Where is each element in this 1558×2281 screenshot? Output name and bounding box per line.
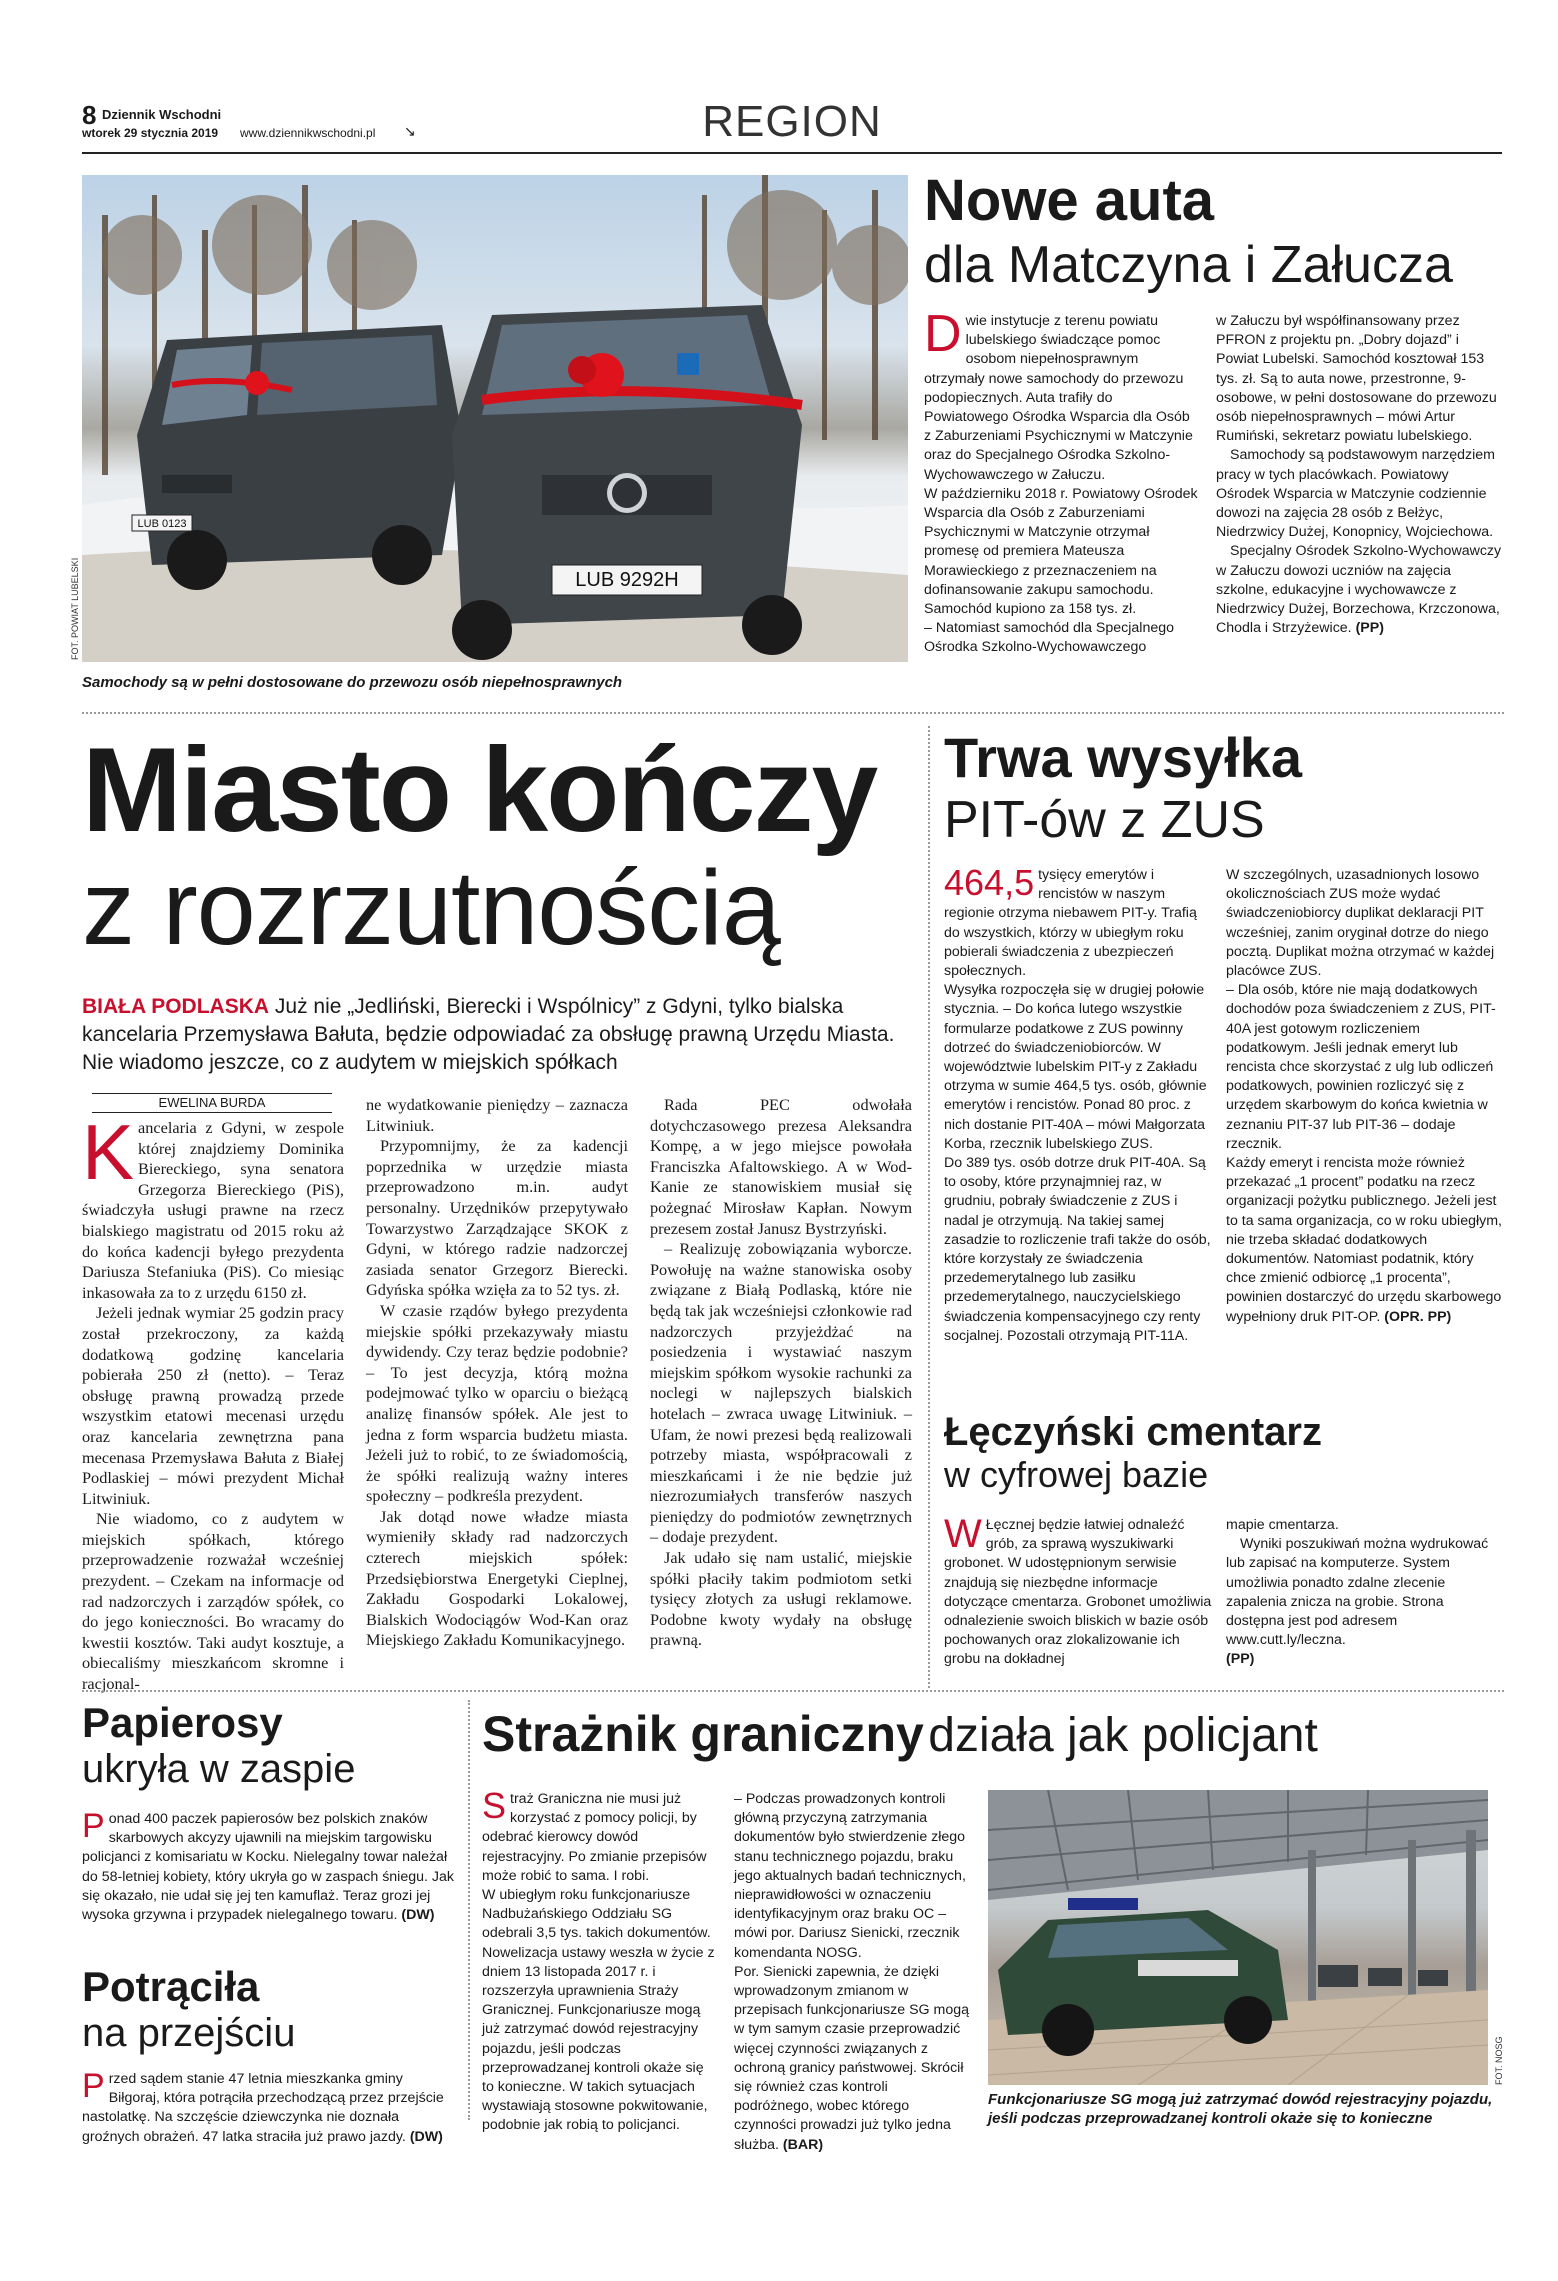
border-photo-credit: FOT. NOSG [1494, 2036, 1504, 2085]
pit-title-bold: Trwa wysyłka [944, 726, 1303, 789]
pit-col2-p1: W szczególnych, uzasadnionych losowo okolicznościach ZUS może wydać świadczeniobiorcy duplikat deklaracji PIT wcześniej, zanim oryginał dotrze do niego pocztą. Duplikat można otrzymać w każdej placówce ZUS. [1226, 867, 1495, 980]
hit-title [82, 1964, 462, 2056]
pit-col1-p3: Do 389 tys. osób dotrze druk PIT-40A. Są to osoby, które przynajmniej raz, w grudniu, pobrały świadczenie z ZUS i nadal je otrzymują. Na takiej samej zasadzie to rozliczenie trafi także do osób, które korzystały ze świadczenia przedemerytalnego lub zasiłku przedemerytalnego, nauczycielskiego świadczenia kompensacyjnego czy renty socjalnej. Pozostali otrzymają PIT-11A. [944, 1155, 1211, 1344]
main-col1-p2: Jeżeli jednak wymiar 25 godzin pracy został przekroczony, za każdą dodatkową godzinę kancelaria pobierała 250 zł (netto). – Teraz obsługę prawną prowadzą przede wszystkim etatowi mecenasi urzędu oraz kancelaria zewnętrzna pana mecenasa Przemysława Bałuta z Białej Podlaskiej – mówi prezydent Michał Litwiniuk. [82, 1303, 344, 1508]
cigs-text: onad 400 paczek papierosów bez polskich znaków skarbowych akcyzy ujawnili na miejskim targowisku policjanci z komisariatu w Kocku. Nielegalny towar należał do 58-letniej kobiety, który ukryła go w zaspach śniegu. Jak się okazało, nie udał się jej ten kamuflaż. Teraz grozi jej wysoka grzywna i przypadek nielegalnego towaru. [82, 1811, 454, 1924]
cemetery-column-2 [1226, 1516, 1504, 1670]
pit-signature: (OPR. PP) [1384, 1308, 1452, 1325]
cemetery-col1-first: Łęcznej będzie łatwiej odnaleźć grób, za sprawą wyszukiwarki grobonet. W udostępnionym serwisie znajdują się niezbędne informacje dotyczące cmentarza. Grobonet umożliwia odnalezienie swoich bliskich w bazie osób pochowanych oraz zlokalizowanie ich grobu na dokładnej [944, 1517, 1212, 1668]
border-title-light: działa jak policjant [928, 1709, 1318, 1762]
border-col2-p1: – Podczas prowadzonych kontroli główną przyczyną zatrzymania dokumentów było stwierdzenie złego stanu technicznego pojazdu, braku jego aktualnych badań technicznych, nieprawidłowości w oznaczeniu identyfikacyjnym oraz braku OC – mówi por. Dariusz Sienicki, rzecznik komendanta NOSG. [734, 1791, 966, 1961]
cars-dropcap: D [924, 305, 962, 363]
main-title [82, 723, 922, 967]
main-col1-p1: ancelaria z Gdyni, w zespole której znajdziemy Dominika Biereckiego, syna senatora Grzegorza Biereckiego (PiS), świadczyła usługi prawne na rzecz bialskiego magistratu od 2015 roku aż do końca kadencji byłego prezydenta Dariusza Stefaniuka (PiS). Co miesiąc inkasowała za to z urzędu 6150 zł. [82, 1118, 344, 1302]
cars-photo-caption: Samochody są w pełni dostosowane do przewozu osób niepełnosprawnych [82, 674, 623, 691]
pit-title-light: PIT-ów z ZUS [944, 791, 1265, 849]
cars-signature: (PP) [1355, 620, 1384, 637]
pit-column-2 [1226, 866, 1504, 1327]
main-col2-p3: W czasie rządów byłego prezydenta miejskie spółki przekazywały miastu dywidendy. Czy teraz będzie podobnie? – To jest decyzja, którą można podejmować tylko w oparciu o bieżącą analizę finansów spółek. Ale jest to jedna z form wsparcia budżetu miasta. Jeżeli już to robić, to ze świadomością, że spółki realizują ważny interes społeczny – podkreśla prezydent. [366, 1300, 628, 1506]
cars-photo-credit: FOT. POWIAT LUBELSKI [70, 557, 80, 660]
website-link[interactable]: www.dziennikwschodni.pl [240, 126, 376, 140]
section-title: REGION [702, 97, 882, 146]
right-van-plate: LUB 9292H [575, 569, 679, 591]
main-lead-place: BIAŁA PODLASKA [82, 995, 270, 1018]
cigs-title-light: ukryła w zaspie [82, 1747, 356, 1791]
main-dropcap: K [82, 1108, 135, 1196]
border-title [482, 1706, 1504, 1764]
pit-col1-p2: Wysyłka rozpoczęła się w drugiej połowie stycznia. – Do końca lutego wszystkie formularze podatkowe z ZUS powinny dotrzeć do świadczeniobiorców. W województwie lubelskim PIT-y z Zakładu otrzyma w sumie 464,5 tys. osób, głównie emerytów i rencistów. Ponad 80 proc. z nich dostanie PIT-40A – mówi Małgorzata Korba, rzecznik lubelskiego ZUS. [944, 982, 1207, 1152]
cemetery-title-bold: Łęczyński cmentarz [944, 1410, 1322, 1454]
pit-title [944, 728, 1504, 850]
cemetery-dropcap: W [944, 1512, 982, 1556]
pit-column-1 [944, 862, 1216, 1346]
divider-bottom [82, 1690, 1504, 1692]
hit-text: rzed sądem stanie 47 letnia mieszkanka gminy Biłgoraj, która potrąciła przechodzącą przez przejście nastolatkę. Na szczęście dziewczynka nie doznała groźnych obrażeń. 47 latka straciła już prawo jazdy. [82, 2071, 444, 2145]
hit-dropcap: P [82, 2067, 105, 2105]
cigs-title [82, 1700, 462, 1792]
main-author: EWELINA BURDA [92, 1093, 332, 1113]
paper-name: Dziennik Wschodni [102, 107, 222, 122]
cars-col1-p3: – Natomiast samochód dla Specjalnego Ośrodka Szkolno-Wychowawczego [924, 620, 1175, 656]
cars-col2-p3: Specjalny Ośrodek Szkolno-Wychowawczy w Załuczu dowozi uczniów na zajęcia szkolne, edukacyjne i wychowawcze z Niedrzwicy Dużej, Borzechowa, Krzczonowa, Chodla i Strzyżewice. (PP) [1216, 543, 1502, 637]
cemetery-title-light: w cyfrowej bazie [944, 1454, 1209, 1495]
cigs-body [82, 1807, 454, 1925]
pit-col1-first: tysięcy emerytów i rencistów w naszym regionie otrzyma niebawem PIT-y. Trafią do wszystkich, którzy w ubiegłym roku pobierali świadczenia z ubezpieczeń społecznych. [944, 867, 1197, 980]
main-col1-p3: Nie wiadomo, co z audytem w miejskich spółkach, którego przeprowadzenie rozważał wcześniej prezydent. – Czekam na informacje od rad nadzorczych i zarządów spółek, co do jego konieczności. Bo wracamy do kwestii kosztów. Taki audyt kosztuje, a obiecaliśmy mieszkańcom skromne i racjonal- [82, 1509, 344, 1694]
hit-title-bold: Potrąciła [82, 1963, 260, 2010]
border-checkpoint-illustration [988, 1790, 1488, 2085]
border-dropcap: S [482, 1785, 507, 1826]
page-number: 8 [82, 100, 97, 130]
vans-illustration [82, 175, 908, 662]
main-col3-p2: – Realizuję zobowiązania wyborcze. Powołuję na ważne stanowiska osoby związane z Białą Podlaską, które nie będą tak jak wcześniejsi członkowie rad nadzorczych przyjeżdżać na posiedzenia i wystawiać naszym miejskim spółkom wysokie rachunki za noclegi w najlepszych bialskich hotelach – zwraca uwagę Litwiniuk. – Ufam, że nowi prezesi będą realizowali potrzeby miasta, współpracowali z mieszkańcami i że nie będzie już niezrozumiałych transferów naszych pieniędzy do podmiotów zewnętrznych – dodaje prezydent. [650, 1239, 912, 1547]
masthead-rule [82, 152, 1502, 154]
border-title-bold: Strażnik graniczny [482, 1706, 924, 1762]
cursor-arrow-icon: ↘ [404, 123, 416, 139]
cars-col2-p1: w Załuczu był współfinansowany przez PFRON z projektu pn. „Dobry dojazd” i Powiat Lubelski. Samochód kosztował 153 tys. zł. Są to auta nowe, przestronne, 9-osobowe, w pełni dostosowane do przewozu osób niepełnosprawnych – mówi Artur Rumiński, sekretarz powiatu lubelskiego. [1216, 313, 1497, 445]
hit-signature: (DW) [409, 2128, 443, 2145]
main-title-line2: z rozrzutnością [82, 849, 780, 967]
masthead [82, 97, 1502, 160]
pit-col2-p2: – Dla osób, które nie mają dodatkowych dochodów poza świadczeniem z ZUS, PIT-40A jest gotowym rozliczeniem podatkowym. Jeśli jednak emeryt lub rencista chce skorzystać z ulg lub odliczeń podatkowych, powinien rozliczyć się z urzędem skarbowym do końca kwietnia w zeznaniu PIT-37 lub PIT-36 – dodaje rzecznik. [1226, 982, 1496, 1152]
border-col1-first: traż Graniczna nie musi już korzystać z pomocy policji, by odebrać kierowcy dowód rejestracyjny. Po zmianie przepisów może robić to sama. I robi. [482, 1791, 707, 1884]
border-signature: (BAR) [782, 2136, 824, 2153]
cars-photo [82, 175, 908, 662]
hit-title-light: na przejściu [82, 2011, 296, 2055]
cars-column-2 [1216, 312, 1504, 638]
cars-title-light: dla Matczyna i Załucza [924, 236, 1453, 294]
border-photo-caption: Funkcjonariusze SG mogą już zatrzymać dowód rejestracyjny pojazdu, jeśli podczas przeprowadzanej kontroli okaże się to konieczne [988, 2091, 1493, 2127]
main-col3-p1: Rada PEC odwołała dotychczasowego prezesa Aleksandra Kompę, a w jego miejsce powołała Franciszka Afaltowskiego. A w Wod-Kanie ze stanowiskiem musiał się pożegnać Mirosław Kapłan. Nowym prezesem został Janusz Bystrzyński. [650, 1095, 912, 1238]
cemetery-column-1 [944, 1512, 1214, 1670]
divider-top [82, 712, 1504, 714]
cemetery-col2-p2: Wyniki poszukiwań można wydrukować lub zapisać na komputerze. System umożliwia ponadto zdalne zlecenie zapalenia znicza na grobie. Strona dostępna jest pod adresem www.cutt.ly/leczna. [1226, 1536, 1489, 1649]
main-col2-p2: Przypomnijmy, że za kadencji poprzednika w urzędzie miasta przeprowadzono m.in. audyt personalny. Urzędników przepytywało Towarzystwo Zarządzające SKOK z Gdyni, w którego radzie nadzorczej zasiada senator Grzegorz Bierecki. Gdyńska spółka wzięła za to 52 tys. zł. [366, 1136, 628, 1300]
pit-col2-p3: Każdy emeryt i rencista może również przekazać „1 procent” podatku na rzecz organizacji pożytku publicznego. Jeżeli jest to ta sama organizacja, co w roku ubiegłym, nie trzeba składać dodatkowych dokumentów. Natomiast podatnik, który chce zmienić odbiorcę „1 procenta”, powinien dostarczyć do urzędu skarbowego wypełniony druk PIT-OP. (OPR. PP) [1226, 1155, 1502, 1325]
border-column-2 [734, 1790, 970, 2155]
hit-body [82, 2067, 454, 2147]
cigs-dropcap: P [82, 1807, 105, 1845]
border-col1-p3: Nowelizacja ustawy weszła w życie z dniem 13 listopada 2017 r. i rozszerzyła uprawnienia Straży Granicznej. Funkcjonariusze mogą już zatrzymać dowód rejestracyjny pojazdu, jeśli podczas przeprowadzanej kontroli okaże się to konieczne. W takich sytuacjach wystawiają stosowne pokwitowanie, podobnie jak robią to policjanci. [482, 1944, 715, 2134]
main-lead [82, 993, 922, 1077]
cars-col2-p2: Samochody są podstawowym narzędziem pracy w tych placówkach. Powiatowy Ośrodek Wsparcia w Matczynie codziennie dowozi na zajęcia 28 osób z Bełżyc, Niedrzwicy Dużej, Konopnicy, Wojciechowa. [1216, 447, 1495, 541]
border-col2-p2: Por. Sienicki zapewnia, że dzięki wprowadzonym zmianom w przepisach funkcjonariusze SG mogą w tym samym czasie przeprowadzić więcej czynności związanych z ochroną granicy państwowej. Skrócił się również czas kontroli podróżnego, wobec którego czynności prowadzi już tylko jedna służba. (BAR) [734, 1963, 970, 2153]
cigs-signature: (DW) [401, 1907, 435, 1924]
main-col2-p4: Jak dotąd nowe władze miasta wymieniły składy rad nadzorczych czterech miejskich spółek: Przedsiębiorstwa Energetyki Cieplnej, Zakładu Gospodarki Lokalowej, Bialskich Wodociągów Wod-Kan oraz Miejskiego Zakładu Komunikacyjnego. [366, 1506, 628, 1650]
cars-title [924, 170, 1504, 296]
main-column-3 [650, 1095, 912, 1651]
divider-vertical-bottom [468, 1700, 470, 2120]
pit-big-number: 464,5 [944, 862, 1035, 903]
cars-title-bold: Nowe auta [924, 168, 1215, 233]
cars-col1-p2: W październiku 2018 r. Powiatowy Ośrodek Wsparcia dla Osób z Zaburzeniami Psychicznymi w Matczynie otrzymał promesę od premiera Mateusza Morawieckiego z przeznaczeniem na dofinansowanie zakupu samochodu. Samochód kupiono za 158 tys. zł. [924, 485, 1198, 618]
cars-column-1 [924, 305, 1199, 658]
cemetery-col2-p1: mapie cmentarza. [1226, 1517, 1339, 1533]
border-col1-p2: W ubiegłym roku funkcjonariusze Nadbużańskiego Oddziału SG odebrali 3,5 tys. takich dokumentów. [482, 1887, 711, 1942]
border-column-1 [482, 1785, 718, 2136]
main-col2-p1: ne wydatkowanie pieniędzy – zaznacza Litwiniuk. [366, 1095, 628, 1135]
left-van-plate: LUB 0123 [137, 518, 187, 530]
cars-col1-first: wie instytucje z terenu powiatu lubelskiego świadczące pomoc osobom niepełnosprawnym otrzymały nowe samochody do przewozu podopiecznych. Auta trafiły do Powiatowego Ośrodka Wsparcia dla Osób z Zaburzeniami Psychicznymi w Matczynie oraz do Specjalnego Ośrodka Szkolno-Wychowawczego w Załuczu. [924, 313, 1193, 483]
main-col3-p3: Jak udało się nam ustalić, miejskie spółki płaciły takim podmiotom setki tysięcy złotych za usługi reklamowe. Podobne kwoty wydały na obsługę prawną. [650, 1548, 912, 1650]
issue-date: wtorek 29 stycznia 2019 [82, 126, 219, 140]
main-title-line1: Miasto kończy [82, 723, 877, 857]
cigs-title-bold: Papierosy [82, 1699, 283, 1746]
main-column-2 [366, 1095, 628, 1651]
cemetery-title [944, 1410, 1504, 1496]
border-photo [988, 1790, 1488, 2085]
cemetery-signature: (PP) [1226, 1651, 1255, 1668]
divider-vertical-middle [928, 726, 930, 1688]
main-lead-text: Już nie „Jedliński, Bierecki i Wspólnicy” z Gdyni, tylko bialska kancelaria Przemysława Bałuta, będzie odpowiadać za obsługę prawną Urzędu Miasta. Nie wiadomo jeszcze, co z audytem w miejskich spółkach [82, 995, 895, 1074]
main-column-1 [82, 1108, 344, 1695]
